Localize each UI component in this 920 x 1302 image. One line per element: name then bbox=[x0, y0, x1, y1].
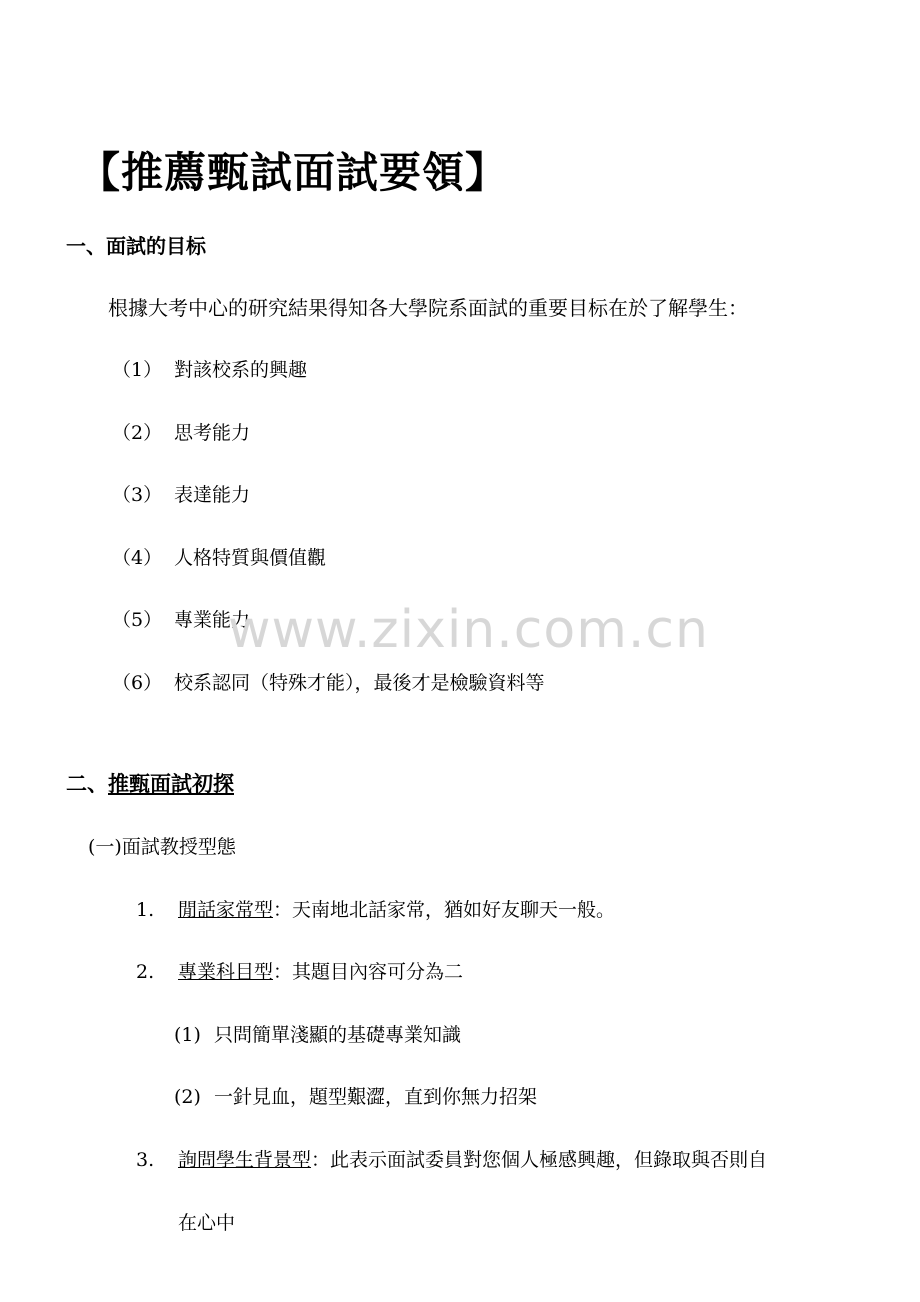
list-item-number: （3） bbox=[112, 484, 163, 506]
section2-heading bbox=[66, 768, 234, 798]
list-item-number: （1） bbox=[112, 359, 163, 381]
list-item-text: 人格特質與價值觀 bbox=[174, 547, 327, 569]
section2-heading-prefix: 二、 bbox=[66, 771, 108, 796]
list-item-term: 專業科目型 bbox=[178, 961, 274, 983]
list-item bbox=[112, 543, 326, 570]
sub-list-item bbox=[174, 1020, 461, 1047]
section1-heading: 一、面試的目标 bbox=[66, 234, 206, 258]
list-item bbox=[136, 957, 463, 984]
list-item bbox=[112, 418, 250, 445]
list-item-number: （6） bbox=[112, 672, 163, 694]
list-item bbox=[112, 668, 545, 695]
list-item-number: （2） bbox=[112, 422, 163, 444]
sub-list-item-text: 一針見血，題型艱澀，直到你無力招架 bbox=[214, 1086, 538, 1108]
list-item-text: 對該校系的興趣 bbox=[174, 359, 308, 381]
list-item-number: （4） bbox=[112, 547, 163, 569]
list-item-text: ：此表示面試委員對您個人極感興趣，但錄取與否則自 bbox=[311, 1149, 768, 1171]
list-item-number: 2. bbox=[136, 961, 155, 983]
sub-list-item bbox=[174, 1082, 537, 1109]
list-item-term: 詢問學生背景型 bbox=[178, 1149, 312, 1171]
list-item-text: 思考能力 bbox=[174, 422, 251, 444]
sub-list-item-number: (2) bbox=[174, 1086, 201, 1108]
list-item-continuation: 在心中 bbox=[178, 1212, 236, 1234]
list-item-term: 閒話家常型 bbox=[178, 899, 274, 921]
list-item bbox=[112, 355, 307, 382]
list-item-text: 校系認同（特殊才能），最後才是檢驗資料等 bbox=[174, 672, 545, 694]
list-item-number: 3. bbox=[136, 1149, 155, 1171]
list-item bbox=[136, 1145, 767, 1172]
section2-subheading: (一)面試教授型態 bbox=[88, 836, 236, 858]
list-item-number: （5） bbox=[112, 609, 163, 631]
section1-intro: 根據大考中心的研究結果得知各大學院系面試的重要目标在於了解學生： bbox=[108, 296, 748, 320]
list-item bbox=[112, 480, 250, 507]
list-item bbox=[136, 895, 615, 922]
watermark: www.zixin.com.cn bbox=[228, 600, 709, 660]
section2-heading-text: 推甄面試初探 bbox=[108, 771, 234, 796]
list-item-text: 表達能力 bbox=[174, 484, 251, 506]
list-item-number: 1. bbox=[136, 899, 155, 921]
sub-list-item-number: (1) bbox=[174, 1024, 201, 1046]
list-item-text: 專業能力 bbox=[174, 609, 251, 631]
list-item-text: ：其題目內容可分為二 bbox=[273, 961, 464, 983]
sub-list-item-text: 只問簡單淺顯的基礎專業知識 bbox=[214, 1024, 462, 1046]
list-item-text: ：天南地北話家常，猶如好友聊天一般。 bbox=[273, 899, 616, 921]
page-title: 【推薦甄試面試要領】 bbox=[78, 148, 509, 197]
